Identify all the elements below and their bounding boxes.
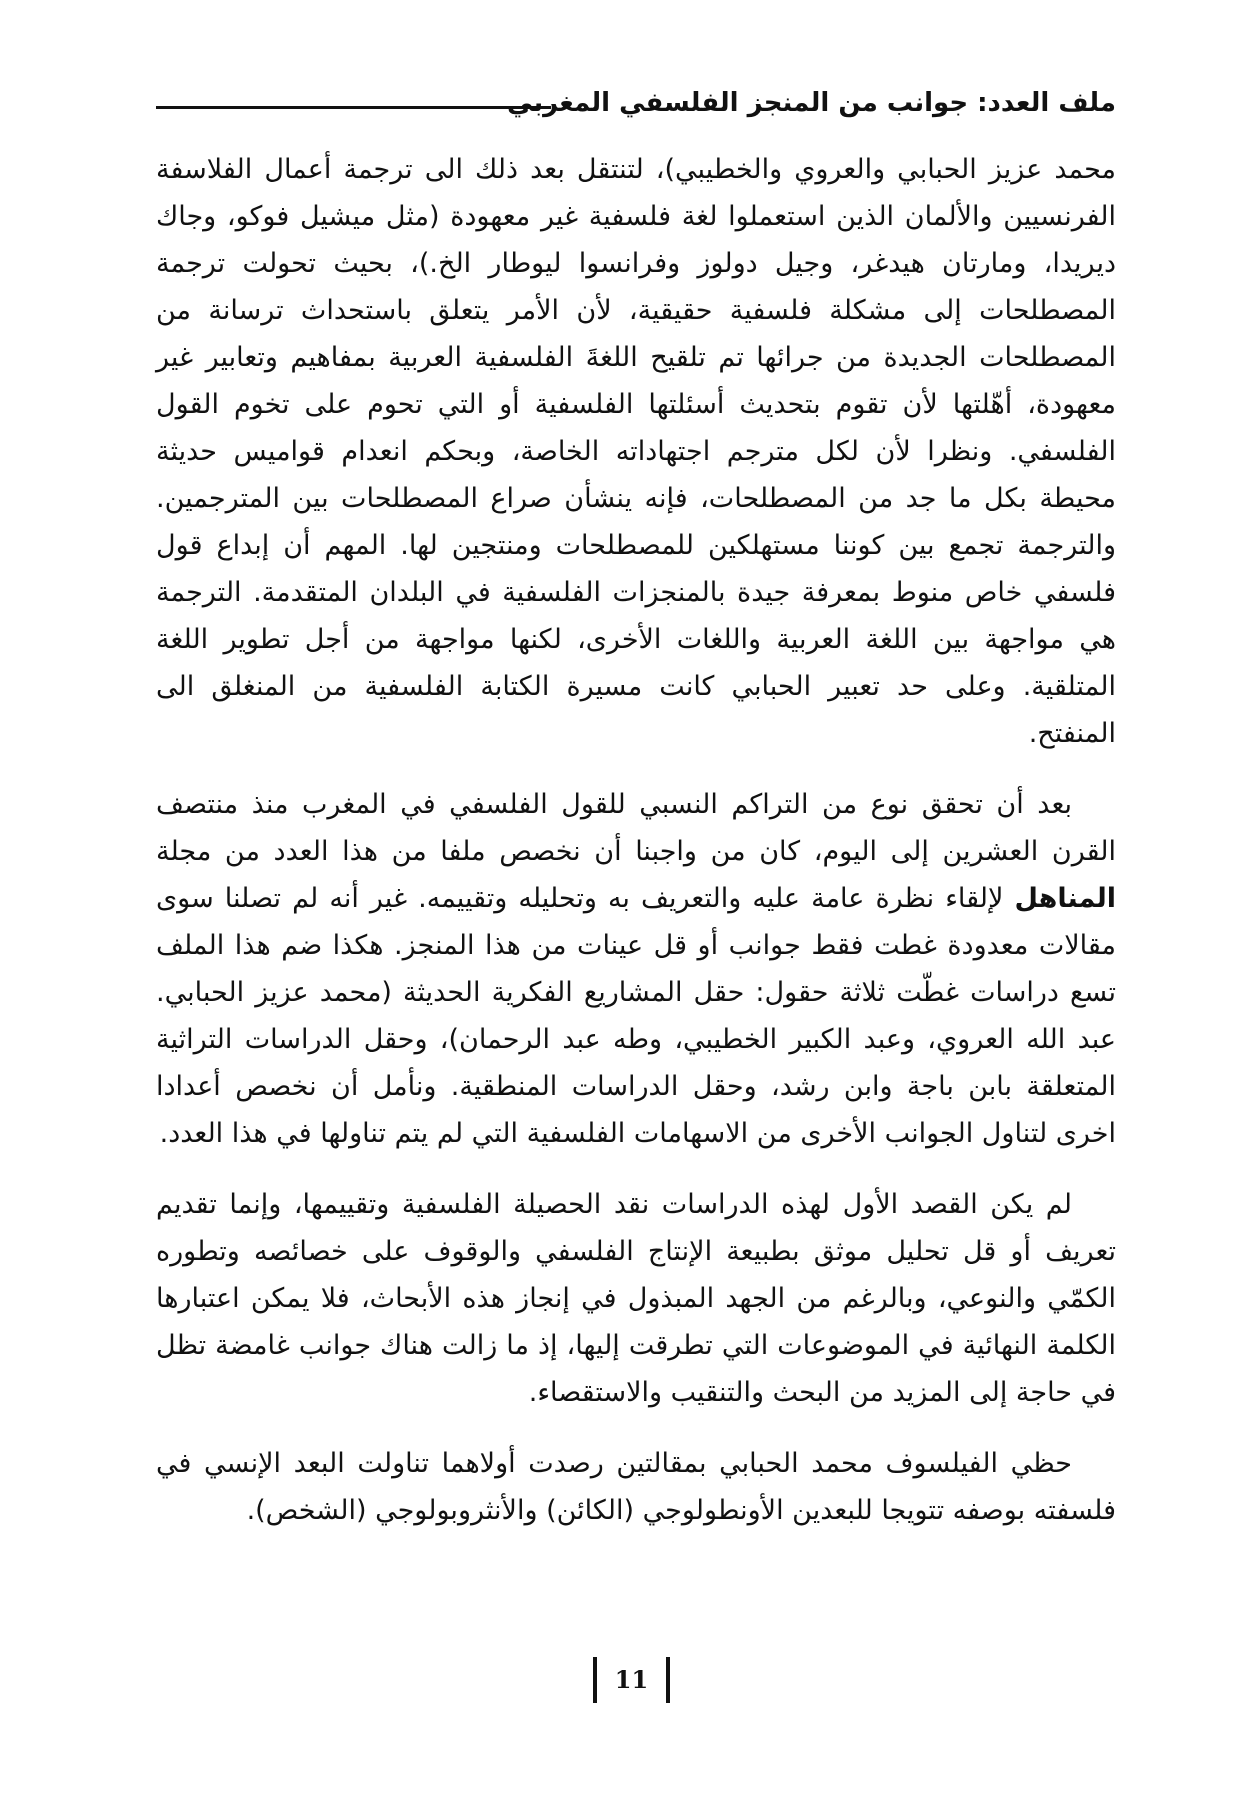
- page-footer: [0, 1657, 1260, 1705]
- paragraph-4: حظي الفيلسوف محمد الحبابي بمقالتين رصدت أولاهما تناولت البعد الإنسي في فلسفته بوصفه تتويجا للبعدين الأونطولوجي (الكائن) والأنثروبولوجي (الشخص).: [156, 1448, 1116, 1526]
- header-rule: [156, 106, 551, 109]
- header-title: ملف العدد: جوانب من المنجز الفلسفي المغربي: [507, 88, 1116, 118]
- paragraph-3: لم يكن القصد الأول لهذه الدراسات نقد الحصيلة الفلسفية وتقييمها، وإنما تقديم تعريف أو قل تحليل موثق بطبيعة الإنتاج الفلسفي والوقوف على خصائصه وتطوره الكمّي والنوعي، وبالرغم من الجهد المبذول في إنجاز هذه الأبحاث، فلا يمكن اعتبارها الكلمة النهائية في الموضوعات التي تطرقت إليها، إذ ما زالت هناك جوانب غامضة تظل في حاجة إلى المزيد من البحث والتنقيب والاستقصاء.: [156, 1189, 1116, 1408]
- paragraph-2-start: بعد أن تحقق نوع من التراكم النسبي للقول الفلسفي في المغرب منذ منتصف القرن العشرين إلى اليوم، كان من واجبنا أن نخصص ملفا من هذا العدد من مجلة: [156, 789, 1116, 867]
- paragraph-2-end: لإلقاء نظرة عامة عليه والتعريف به وتحليله وتقييمه. غير أنه لم تصلنا سوى مقالات معدودة غطت فقط جوانب أو قل عينات من هذا المنجز. هكذا ضم هذا الملف تسع دراسات غطّت ثلاثة حقول: حقل المشاريع الفكرية الحديثة (محمد عزيز الحبابي. عبد الله العروي، وعبد الكبير الخطيبي، وطه عبد الرحمان)، وحقل الدراسات التراثية المتعلقة بابن باجة وابن رشد، وحقل الدراسات المنطقية. ونأمل أن نخصص أعدادا اخرى لتناول الجوانب الأخرى من الاسهامات الفلسفية التي لم يتم تناولها في هذا العدد.: [156, 883, 1116, 1149]
- journal-name: المناهل: [1014, 883, 1116, 914]
- page-number: 11: [614, 1665, 649, 1694]
- running-header: [156, 86, 1116, 132]
- footer-bar-right: [666, 1657, 670, 1703]
- paragraph-1: محمد عزيز الحبابي والعروي والخطيبي)، لتنتقل بعد ذلك الى ترجمة أعمال الفلاسفة الفرنسيين والألمان الذين استعملوا لغة فلسفية غير معهودة (مثل ميشيل فوكو، وجاك ديريدا، ومارتان هيدغر، وجيل دولوز وفرانسوا ليوطار الخ.)، بحيث تحولت ترجمة المصطلحات إلى مشكلة فلسفية حقيقية، لأن الأمر يتعلق باستحداث ترسانة من المصطلحات الجديدة من جرائها تم تلقيح اللغةَ الفلسفية العربية بمفاهيم وتعابير غير معهودة، أهّلتها لأن تقوم بتحديث أسئلتها الفلسفية أو التي تحوم على تخوم القول الفلسفي. ونظرا لأن لكل مترجم اجتهاداته الخاصة، وبحكم انعدام قواميس حديثة محيطة بكل ما جد من المصطلحات، فإنه ينشأن صراع المصطلحات بين المترجمين. والترجمة تجمع بين كوننا مستهلكين للمصطلحات ومنتجين لها. المهم أن إبداع قول فلسفي خاص منوط بمعرفة جيدة بالمنجزات الفلسفية في البلدان المتقدمة. الترجمة هي مواجهة بين اللغة العربية واللغات الأخرى، لكنها مواجهة من أجل تطوير اللغة المتلقية. وعلى حد تعبير الحبابي كانت مسيرة الكتابة الفلسفية من المنغلق الى المنفتح.: [156, 154, 1116, 749]
- article-body: [156, 146, 1116, 1534]
- paragraph-2: [156, 781, 1116, 1157]
